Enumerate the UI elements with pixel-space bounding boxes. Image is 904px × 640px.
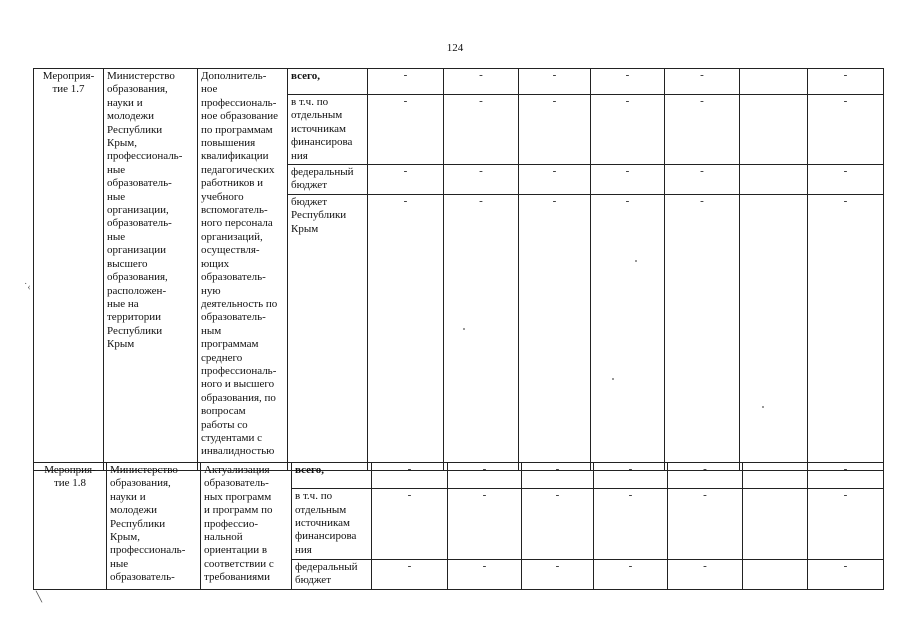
amount-cell: - (665, 69, 740, 95)
page-number: 124 (446, 42, 464, 54)
amount-cell: - (665, 95, 740, 165)
scan-speck (762, 406, 764, 408)
amount-cell: - (668, 559, 743, 589)
scan-speck (612, 378, 614, 380)
amount-cell: - (372, 559, 448, 589)
funding-source-cell: в т.ч. по отдельным источникам финансирова ния (288, 95, 368, 165)
amount-cell: - (665, 194, 740, 470)
activity-name-cell: Мероприя- тие 1.7 (34, 69, 104, 471)
amount-cell: - (808, 489, 884, 560)
amount-cell: - (808, 559, 884, 589)
funding-source-cell: бюджет Республики Крым (288, 194, 368, 470)
amount-cell: - (522, 489, 594, 560)
amount-cell: - (668, 489, 743, 560)
amount-cell: - (444, 95, 519, 165)
activity-description-cell: Дополнитель- ное профессиональ- ное образование по программам повышения квалификации педагогических работников и учебного вспомогатель- ного персонала организаций, осуществля- ющих образователь- ную деятельность по образователь- ным программам среднего профессиональ- ного и высшего образования, по вопросам работы со студентами с инвалидностью (198, 69, 288, 471)
amount-cell: - (444, 194, 519, 470)
budget-table-block-1-8 (33, 462, 884, 590)
amount-cell: - (808, 95, 884, 165)
amount-cell (740, 95, 808, 165)
activity-description-cell: Актуализация образователь- ных программ и программ по профессио- нальной ориентации в соответствии с требованиями (201, 463, 292, 590)
amount-cell (740, 165, 808, 195)
amount-cell: - (808, 463, 884, 489)
budget-table-block-1-7 (33, 68, 884, 471)
amount-cell: - (368, 95, 444, 165)
amount-cell: - (591, 165, 665, 195)
amount-cell (743, 489, 808, 560)
amount-cell: - (594, 559, 668, 589)
amount-cell: - (368, 69, 444, 95)
amount-cell: - (372, 489, 448, 560)
amount-cell (740, 69, 808, 95)
amount-cell: - (522, 559, 594, 589)
amount-cell: - (808, 194, 884, 470)
amount-cell: - (444, 69, 519, 95)
amount-cell: - (519, 165, 591, 195)
amount-cell: - (519, 95, 591, 165)
amount-cell: - (668, 463, 743, 489)
amount-cell: - (519, 194, 591, 470)
table-row (34, 69, 884, 95)
scan-artifact: ╲ (36, 592, 43, 603)
scan-speck (635, 260, 637, 262)
amount-cell: - (368, 194, 444, 470)
funding-source-cell: федеральный бюджет (288, 165, 368, 195)
amount-cell: - (372, 463, 448, 489)
amount-cell: - (594, 489, 668, 560)
activity-name-cell: Мероприя- тие 1.8 (34, 463, 107, 590)
responsible-executor-cell: Министерство образования, науки и молодежи Республики Крым, профессиональ- ные образователь- ные организации, образователь- ные организации высшего образования, расположен- ные на территории Республики Крым (104, 69, 198, 471)
scan-speck (463, 328, 465, 330)
funding-source-cell: федеральный бюджет (292, 559, 372, 589)
amount-cell: - (368, 165, 444, 195)
amount-cell: - (665, 165, 740, 195)
funding-source-cell: всего, (288, 69, 368, 95)
amount-cell: - (444, 165, 519, 195)
funding-source-cell: всего, (292, 463, 372, 489)
responsible-executor-cell: Министерство образования, науки и молодежи Республики Крым, профессиональ- ные образователь- (107, 463, 201, 590)
amount-cell (743, 559, 808, 589)
amount-cell: - (448, 559, 522, 589)
amount-cell: - (808, 165, 884, 195)
amount-cell: - (591, 69, 665, 95)
amount-cell (743, 463, 808, 489)
amount-cell: - (808, 69, 884, 95)
amount-cell (740, 194, 808, 470)
amount-cell: - (594, 463, 668, 489)
funding-source-cell: в т.ч. по отдельным источникам финансирова ния (292, 489, 372, 560)
amount-cell: - (448, 489, 522, 560)
amount-cell: - (591, 95, 665, 165)
amount-cell: - (522, 463, 594, 489)
amount-cell: - (448, 463, 522, 489)
amount-cell: - (519, 69, 591, 95)
amount-cell: - (591, 194, 665, 470)
table-row (34, 463, 884, 489)
scan-artifact: ˙‹ (24, 282, 31, 293)
